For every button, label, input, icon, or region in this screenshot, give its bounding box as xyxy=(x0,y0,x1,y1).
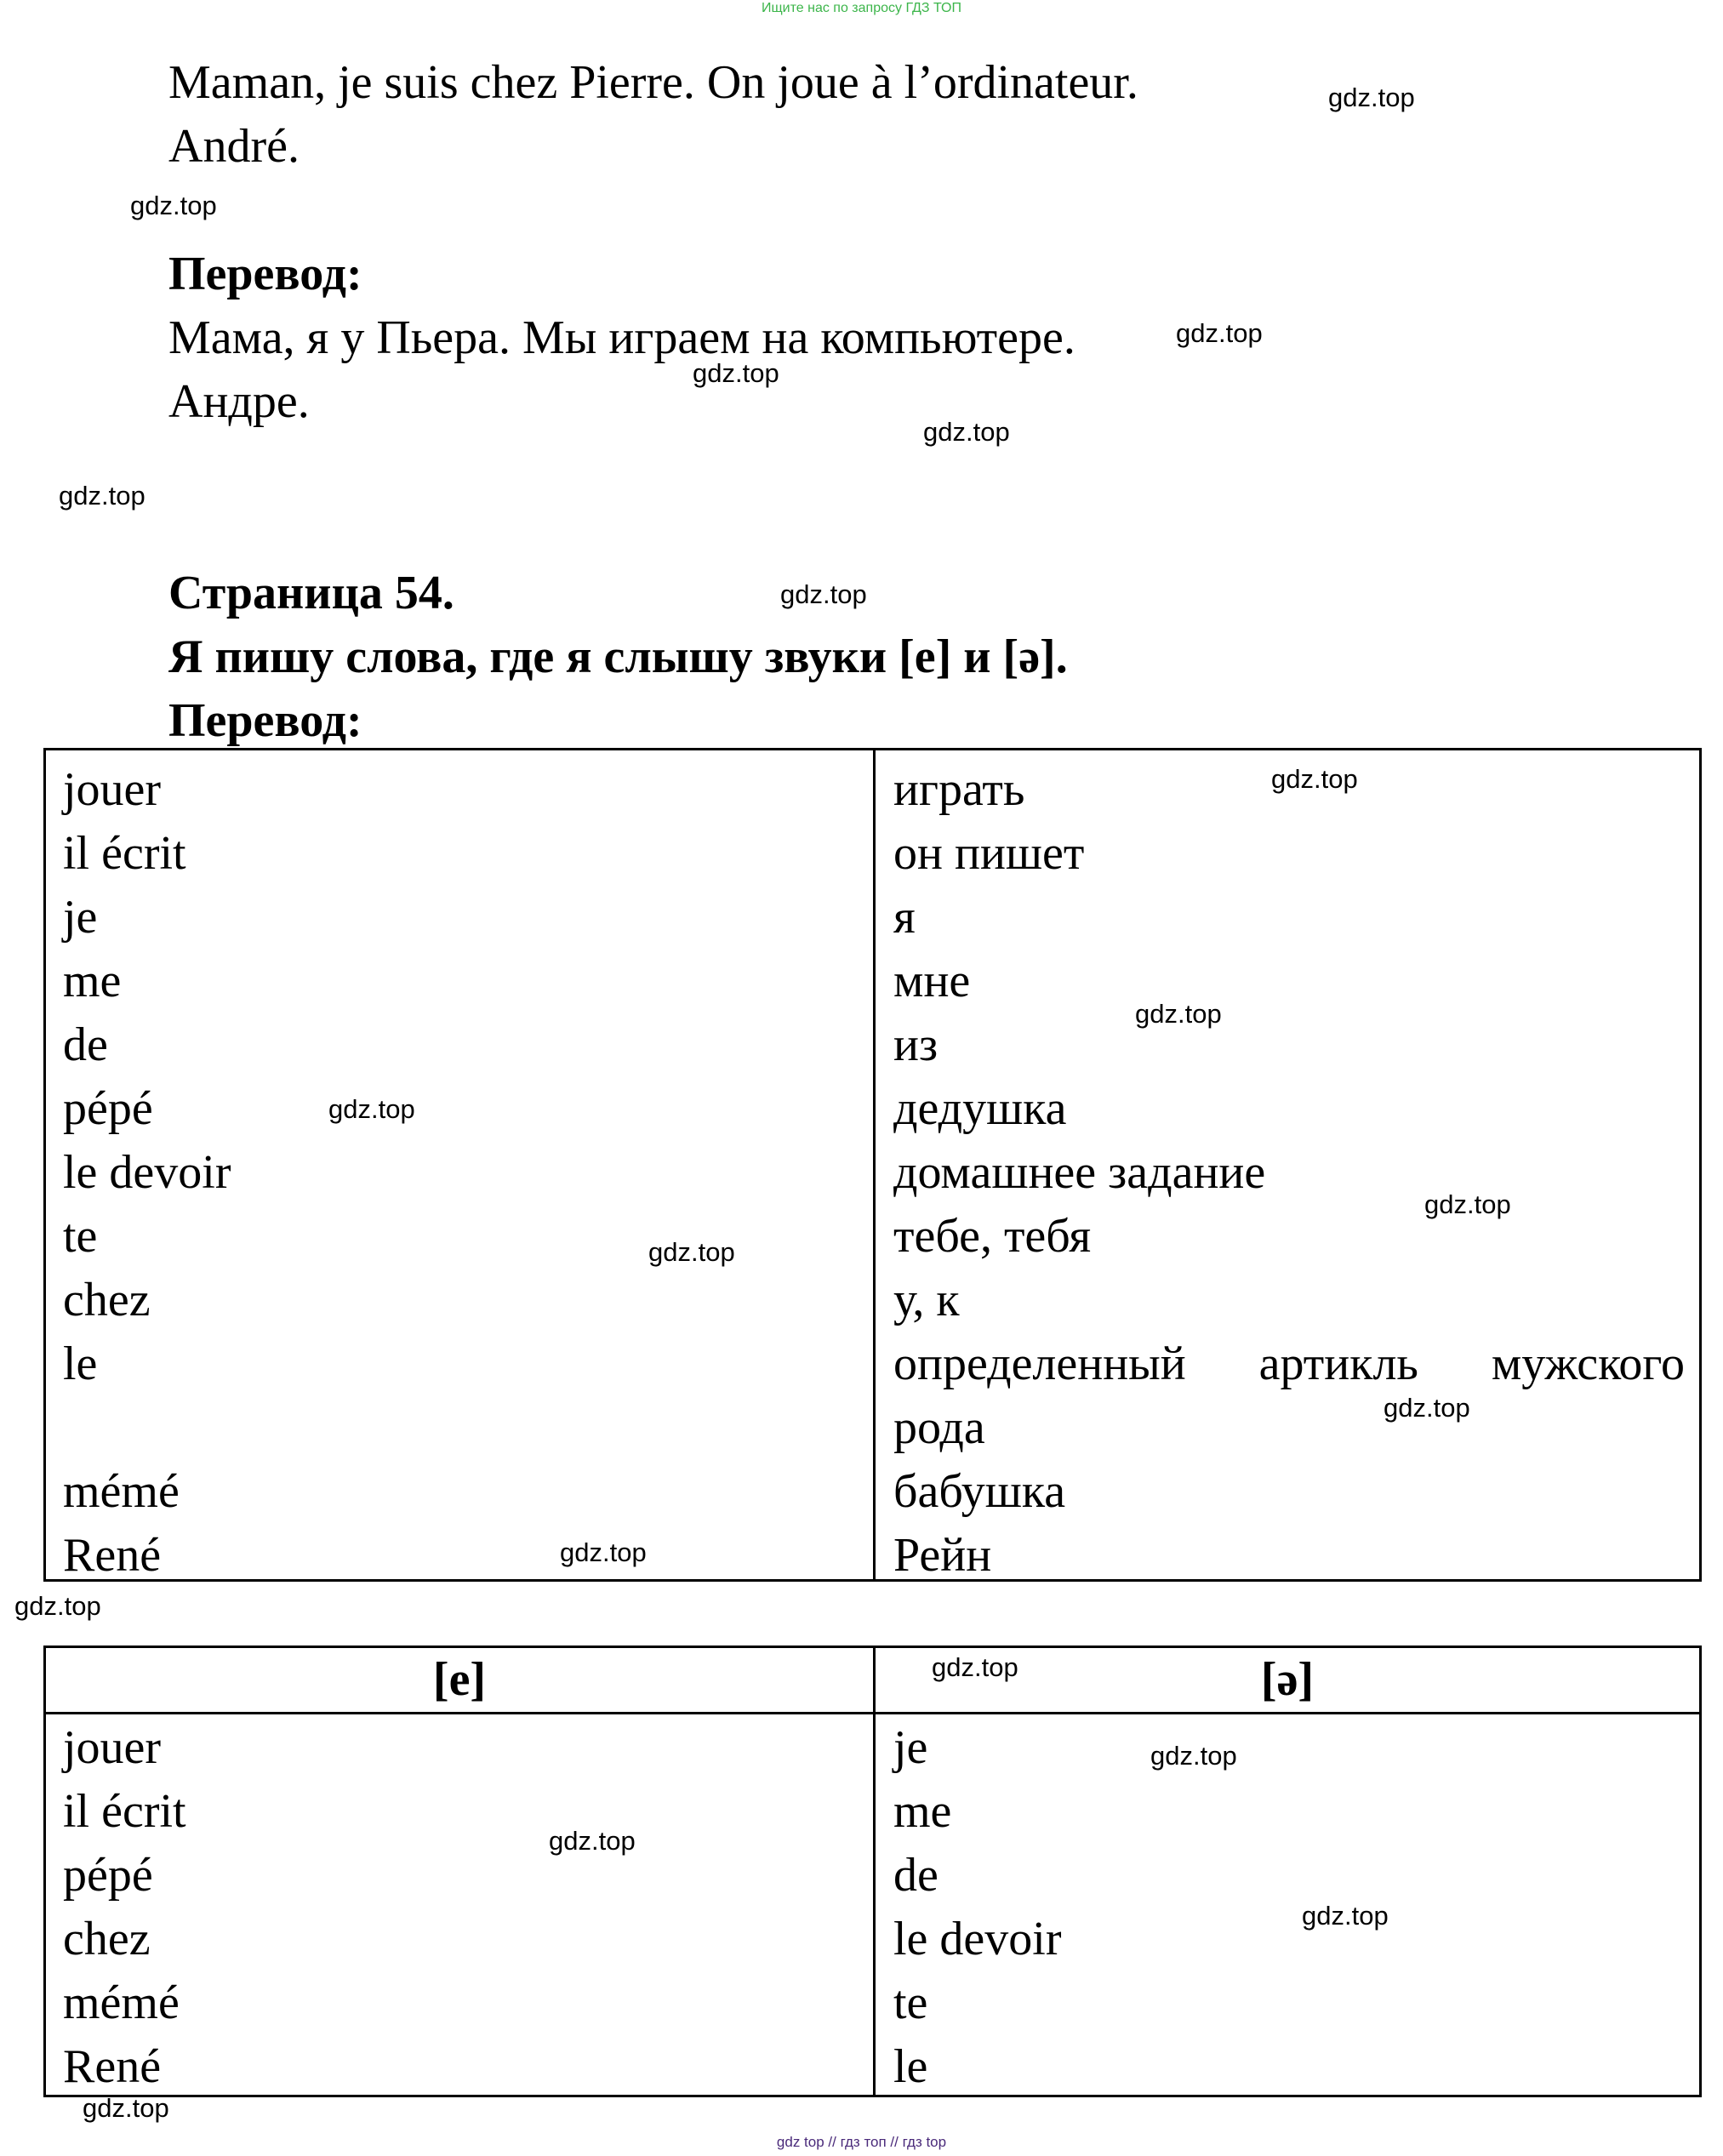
sound-e-word: mémé xyxy=(63,1976,180,2029)
note-line-1: Maman, je suis chez Pierre. On joue à l’ordinateur. xyxy=(168,56,1138,109)
watermark: gdz.top xyxy=(14,1591,101,1621)
sound-table-header-line xyxy=(46,1712,1699,1714)
watermark: gdz.top xyxy=(560,1537,647,1567)
top-banner: Ищите нас по запросу ГДЗ ТОП xyxy=(762,1,961,15)
watermark: gdz.top xyxy=(648,1237,735,1267)
task-text: Я пишу слова, где я слышу звуки [e] и [ə]. xyxy=(168,630,1068,683)
vocab-russian-column xyxy=(893,758,1685,1588)
task-translation-heading: Перевод: xyxy=(168,694,362,747)
vocab-fr-le-devoir: le devoir xyxy=(63,1146,231,1199)
vocab-fr-me: me xyxy=(63,955,122,1007)
watermark: gdz.top xyxy=(780,579,867,609)
translation-line-2: Андре. xyxy=(168,375,310,428)
sound-e-word: il écrit xyxy=(63,1785,186,1838)
translation-heading: Перевод: xyxy=(168,248,362,300)
vocab-fr-chez: chez xyxy=(63,1274,151,1326)
watermark: gdz.top xyxy=(932,1652,1018,1682)
watermark: gdz.top xyxy=(1271,764,1358,794)
sound-e-word: jouer xyxy=(63,1721,162,1774)
sound-table-divider xyxy=(873,1648,876,2095)
vocab-ru-iz: из xyxy=(893,1018,939,1071)
vocab-fr-jouer: jouer xyxy=(63,763,162,816)
sound-table xyxy=(43,1646,1702,2097)
vocab-fr-meme: mémé xyxy=(63,1465,180,1518)
vocab-ru-ya: я xyxy=(893,891,916,944)
vocab-ru-dedushka: дедушка xyxy=(893,1082,1067,1135)
watermark: gdz.top xyxy=(923,417,1010,447)
sound-e-word: René xyxy=(63,2040,162,2093)
vocab-ru-article-word-1: определенный xyxy=(893,1338,1186,1390)
watermark: gdz.top xyxy=(83,2093,169,2123)
page-title: Страница 54. xyxy=(168,567,454,619)
vocab-ru-igrat: играть xyxy=(893,763,1025,816)
vocab-ru-article-word-3: мужского xyxy=(1491,1338,1685,1390)
vocab-fr-spacer xyxy=(63,1396,854,1460)
sound-schwa-word: te xyxy=(893,1976,928,2029)
sound-e-word: pépé xyxy=(63,1849,153,1902)
sound-header-schwa: [ə] xyxy=(1260,1653,1315,1706)
watermark: gdz.top xyxy=(1424,1189,1511,1219)
watermark: gdz.top xyxy=(693,358,779,388)
vocab-fr-je: je xyxy=(63,891,98,944)
vocab-ru-u-k: у, к xyxy=(893,1274,960,1326)
vocab-ru-mne: мне xyxy=(893,955,971,1007)
vocab-fr-pepe: pépé xyxy=(63,1082,153,1135)
sound-header-e: [e] xyxy=(432,1653,487,1706)
watermark: gdz.top xyxy=(1302,1901,1389,1931)
vocab-ru-article-word-2: артикль xyxy=(1258,1338,1418,1390)
vocab-ru-article-line xyxy=(893,1332,1685,1396)
vocab-table-divider xyxy=(873,750,876,1579)
note-line-2: André. xyxy=(168,120,300,173)
vocab-ru-babushka: бабушка xyxy=(893,1465,1066,1518)
sound-e-column xyxy=(63,1716,854,2099)
watermark: gdz.top xyxy=(1176,318,1263,348)
vocab-ru-rein: Рейн xyxy=(893,1529,992,1582)
sound-schwa-word: le xyxy=(893,2040,928,2093)
vocab-french-column xyxy=(63,758,854,1588)
watermark: gdz.top xyxy=(1135,999,1222,1029)
sound-schwa-column xyxy=(893,1716,1685,2099)
vocab-ru-domashnee-zadanie: домашнее задание xyxy=(893,1146,1266,1199)
sound-schwa-word: me xyxy=(893,1785,952,1838)
watermark: gdz.top xyxy=(328,1094,415,1124)
footer-text: gdz top // гдз топ // гдз top xyxy=(776,2134,947,2150)
watermark: gdz.top xyxy=(130,191,217,220)
watermark: gdz.top xyxy=(1384,1393,1470,1423)
vocab-ru-on-pishet: он пишет xyxy=(893,827,1085,880)
vocab-fr-il-ecrit: il écrit xyxy=(63,827,186,880)
vocab-table xyxy=(43,748,1702,1582)
watermark: gdz.top xyxy=(1150,1741,1237,1771)
vocab-fr-de: de xyxy=(63,1018,108,1071)
sound-schwa-word: le devoir xyxy=(893,1913,1062,1965)
vocab-fr-te: te xyxy=(63,1210,98,1263)
vocab-ru-article-cont: рода xyxy=(893,1401,985,1454)
watermark: gdz.top xyxy=(59,481,145,510)
sound-schwa-word: je xyxy=(893,1721,928,1774)
vocab-fr-rene: René xyxy=(63,1529,162,1582)
watermark: gdz.top xyxy=(1328,83,1415,112)
sound-schwa-word: de xyxy=(893,1849,939,1902)
sound-e-word: chez xyxy=(63,1913,151,1965)
vocab-fr-le: le xyxy=(63,1338,98,1390)
vocab-ru-tebe: тебе, тебя xyxy=(893,1210,1092,1263)
watermark: gdz.top xyxy=(549,1826,636,1856)
translation-line-1: Мама, я у Пьера. Мы играем на компьютере. xyxy=(168,311,1075,364)
